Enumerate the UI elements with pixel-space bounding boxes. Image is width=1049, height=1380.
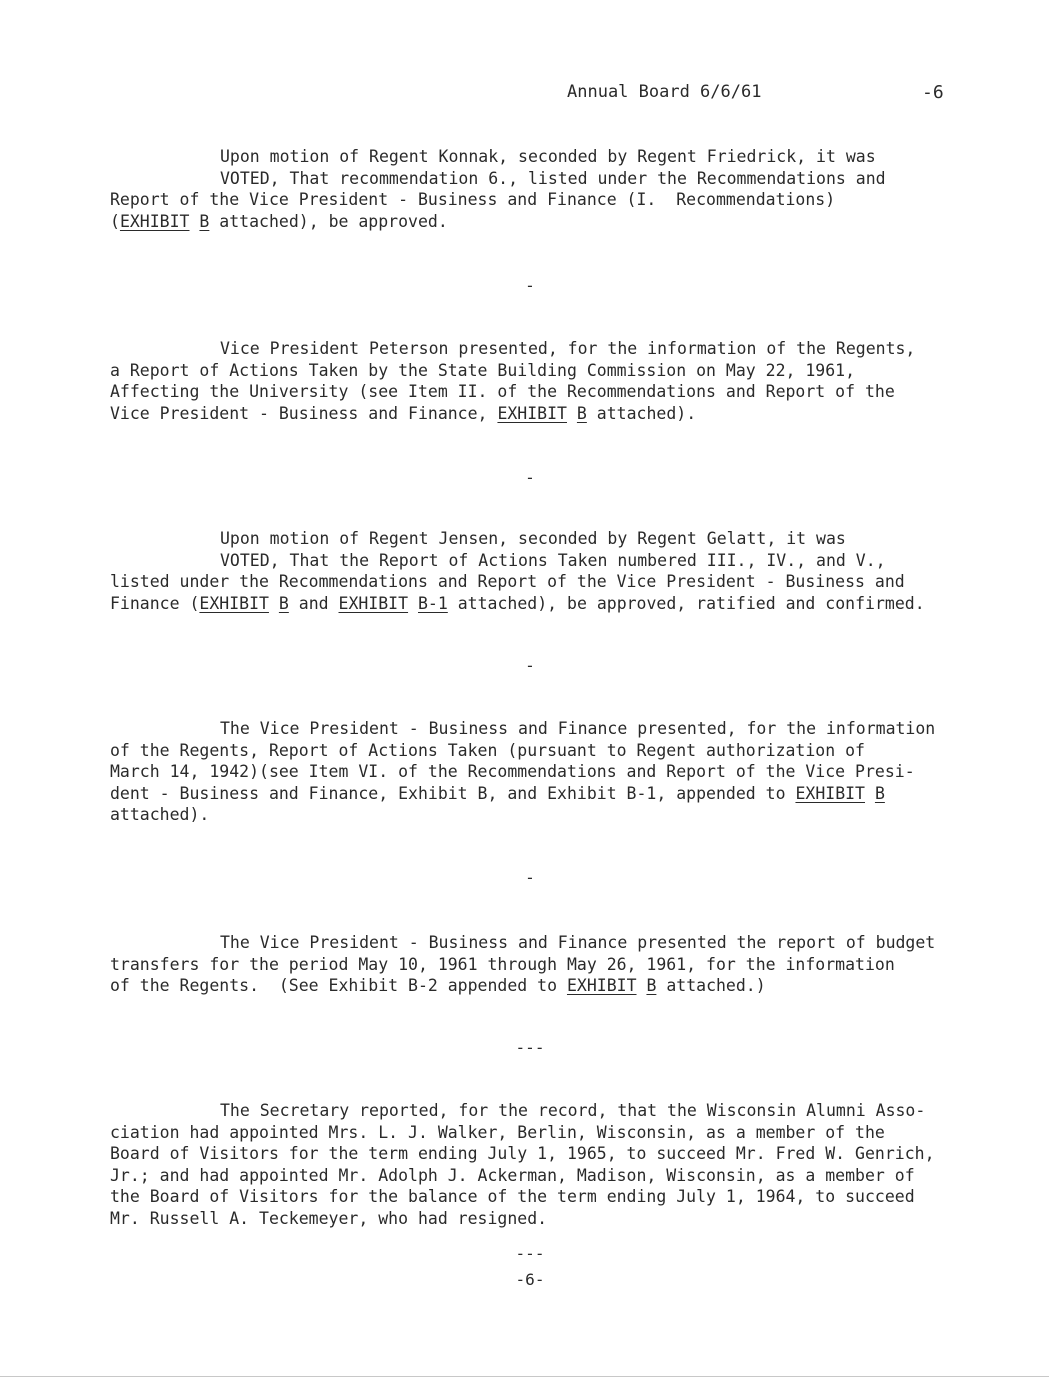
secretary-report-paragraph (110, 1100, 990, 1229)
exhibit-reference: EXHIBIT (338, 593, 409, 613)
text-line: Mr. Russell A. Teckemeyer, who had resigned. (110, 1208, 548, 1228)
text-line: ciation had appointed Mrs. L. J. Walker, Berlin, Wisconsin, as a member of the (110, 1122, 885, 1142)
text-line: Report of the Vice President - Business and Finance (I. Recommendations) (110, 190, 836, 209)
text-line: Board of Visitors for the term ending July 1, 1965, to succeed Mr. Fred W. Genrich, (110, 1144, 935, 1163)
text-line: VOTED, That the Report of Actions Taken numbered III., IV., and V., (220, 550, 886, 570)
text-line: Upon motion of Regent Konnak, seconded by Regent Friedrick, it was (220, 147, 876, 166)
exhibit-letter: B (576, 403, 587, 423)
exhibit-letter: B (278, 593, 289, 613)
text-line: of the Regents, Report of Actions Taken (pursuant to Regent authorization of (110, 740, 865, 760)
page-header (0, 82, 1049, 106)
exhibit-letter: B (646, 976, 657, 995)
exhibit-reference: EXHIBIT (119, 211, 190, 231)
page-marker: -6 (922, 82, 944, 103)
text-line: Jr.; and had appointed Mr. Adolph J. Ackerman, Madison, Wisconsin, as a member of (110, 1165, 915, 1185)
page-number: -6- (515, 1270, 545, 1289)
text-line: Vice President Peterson presented, for the information of the Regents, (220, 339, 916, 358)
motion-paragraph-konnak (110, 146, 990, 232)
text-line: VOTED, That recommendation 6., listed under the Recommendations and (220, 168, 886, 188)
text-line: transfers for the period May 10, 1961 through May 26, 1961, for the information (110, 954, 895, 974)
exhibit-reference: EXHIBIT (199, 593, 269, 613)
text-line: Upon motion of Regent Jensen, seconded by Regent Gelatt, it was (220, 529, 846, 548)
exhibit-letter: B (199, 211, 210, 231)
text-line: The Vice President - Business and Finance presented, for the information (220, 719, 936, 738)
report-paragraph-actions-taken (110, 718, 990, 826)
text-line: The Secretary reported, for the record, that the Wisconsin Alumni Asso- (220, 1101, 926, 1120)
text-line: the Board of Visitors for the balance of the term ending July 1, 1964, to succeed (110, 1187, 915, 1206)
text-line: (EXHIBIT B attached), be approved. (110, 211, 448, 231)
text-line: Affecting the University (see Item II. of the Recommendations and Report of the (110, 382, 895, 401)
exhibit-letter: B (874, 783, 885, 803)
exhibit-reference: EXHIBIT (497, 403, 567, 423)
section-separator: - (525, 276, 535, 295)
budget-transfers-paragraph (110, 932, 990, 997)
text-line: attached). (110, 805, 210, 824)
page-edge-rule (0, 1376, 1049, 1377)
section-separator: --- (515, 1244, 545, 1263)
report-paragraph-peterson (110, 338, 990, 424)
section-separator: --- (515, 1038, 545, 1057)
text-line: Vice President - Business and Finance, EXHIBIT B attached). (110, 403, 697, 423)
section-separator: - (525, 468, 535, 487)
section-separator: - (525, 656, 535, 675)
motion-paragraph-jensen (110, 528, 990, 614)
text-line: Finance (EXHIBIT B and EXHIBIT B-1 attached), be approved, ratified and confirmed. (110, 593, 925, 613)
text-line: dent - Business and Finance, Exhibit B, and Exhibit B-1, appended to EXHIBIT B (110, 783, 885, 803)
text-line: listed under the Recommendations and Report of the Vice President - Business and (110, 572, 905, 591)
exhibit-reference: EXHIBIT (566, 976, 637, 995)
text-line: of the Regents. (See Exhibit B-2 appended to EXHIBIT B attached.) (110, 976, 766, 995)
text-line: March 14, 1942)(see Item VI. of the Recommendations and Report of the Vice Presi- (110, 762, 915, 781)
exhibit-letter: B-1 (418, 593, 448, 613)
text-line: a Report of Actions Taken by the State Building Commission on May 22, 1961, (110, 360, 856, 380)
text-line: The Vice President - Business and Finance presented the report of budget (220, 933, 936, 952)
section-separator: - (525, 868, 535, 887)
document-title: Annual Board 6/6/61 (567, 82, 762, 102)
exhibit-reference: EXHIBIT (795, 783, 865, 803)
